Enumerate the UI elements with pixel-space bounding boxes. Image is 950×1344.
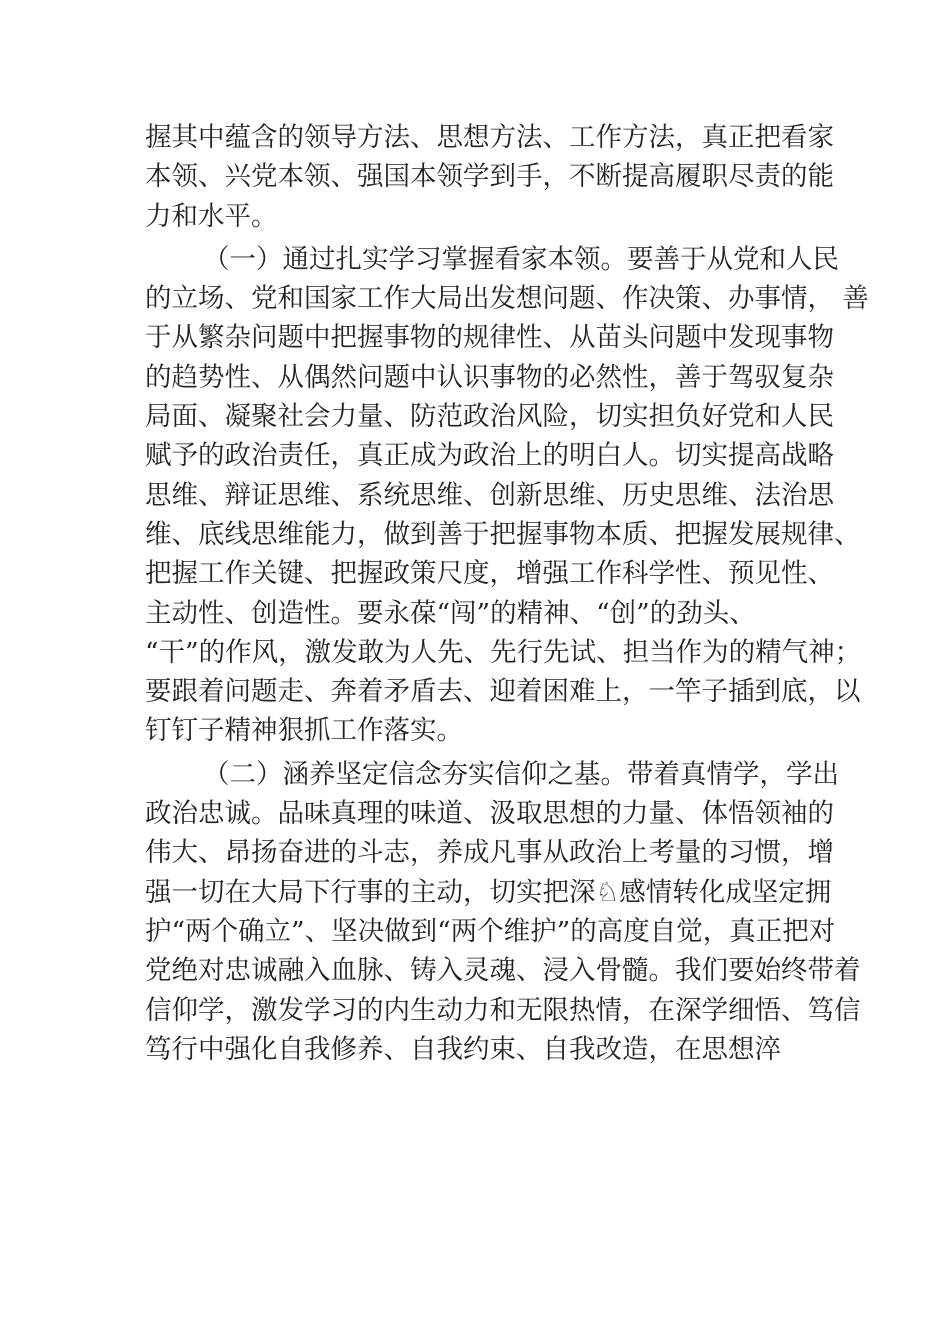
text-line: 要跟着问题走、奔着矛盾去、迎着困难上，一竿子插到底，以	[145, 676, 861, 708]
paragraph-1	[145, 118, 835, 236]
text-line: 信仰学，激发学习的内生动力和无限热情，在深学细悟、笃信	[145, 994, 861, 1026]
text-line: 钉钉子精神狠抓工作落实。	[145, 715, 463, 747]
text-line: 握其中蕴含的领导方法、思想方法、工作方法，真正把看家	[145, 122, 834, 153]
text-line: 局面、凝聚社会力量、防范政治风险，切实担负好党和人民	[145, 401, 834, 433]
text-line: 党绝对忠诚融入血脉、铸入灵魂、浸入骨髓。我们要始终带着	[145, 955, 861, 987]
document-body	[145, 118, 869, 1069]
text-line: 的立场、党和国家工作大局出发想问题、作决策、办事情， 善	[145, 283, 869, 315]
text-line: 赋予的政治责任，真正成为政治上的明白人。切实提高战略	[145, 440, 834, 472]
text-line: 把握工作关键、把握政策尺度，增强工作科学性、预见性、	[145, 558, 834, 590]
text-line: 主动性、创造性。要永葆“闯”的精神、“创”的劲头、	[145, 597, 756, 629]
text-line: 伟大、昂扬奋进的斗志，养成凡事从政治上考量的习惯，增	[145, 837, 834, 869]
text-line: 于从繁杂问题中把握事物的规律性、从苗头问题中发现事物	[145, 322, 834, 354]
text-line: 政治忠诚。品味真理的味道、汲取思想的力量、体悟领袖的	[145, 798, 834, 830]
text-line: 维、底线思维能力，做到善于把握事物本质、把握发展规律、	[145, 518, 861, 550]
text-line: 强一切在大局下行事的主动，切实把深♘感情转化成坚定拥	[145, 876, 832, 908]
paragraph-2	[145, 240, 869, 751]
text-line: 本领、兴党本领、强国本领学到手，不断提高履职尽责的能	[145, 161, 834, 193]
text-line: （一）通过扎实学习掌握看家本领。要善于从党和人民	[203, 243, 839, 275]
text-line: 思维、辩证思维、系统思维、创新思维、历史思维、法治思	[145, 479, 834, 511]
text-line: 力和水平。	[145, 200, 278, 232]
paragraph-3	[145, 755, 861, 1069]
text-line: 的趋势性、从偶然问题中认识事物的必然性，善于驾驭复杂	[145, 361, 834, 393]
text-line: “干”的作风，激发敢为人先、先行先试、担当作为的精气神；	[145, 636, 862, 668]
text-line: 护“两个确立”、坚决做到“两个维护”的高度自觉，真正把对	[145, 915, 836, 947]
text-line: 笃行中强化自我修养、自我约束、自我改造，在思想淬	[145, 1033, 781, 1065]
text-line: （二）涵养坚定信念夯实信仰之基。带着真情学，学出	[203, 758, 839, 790]
